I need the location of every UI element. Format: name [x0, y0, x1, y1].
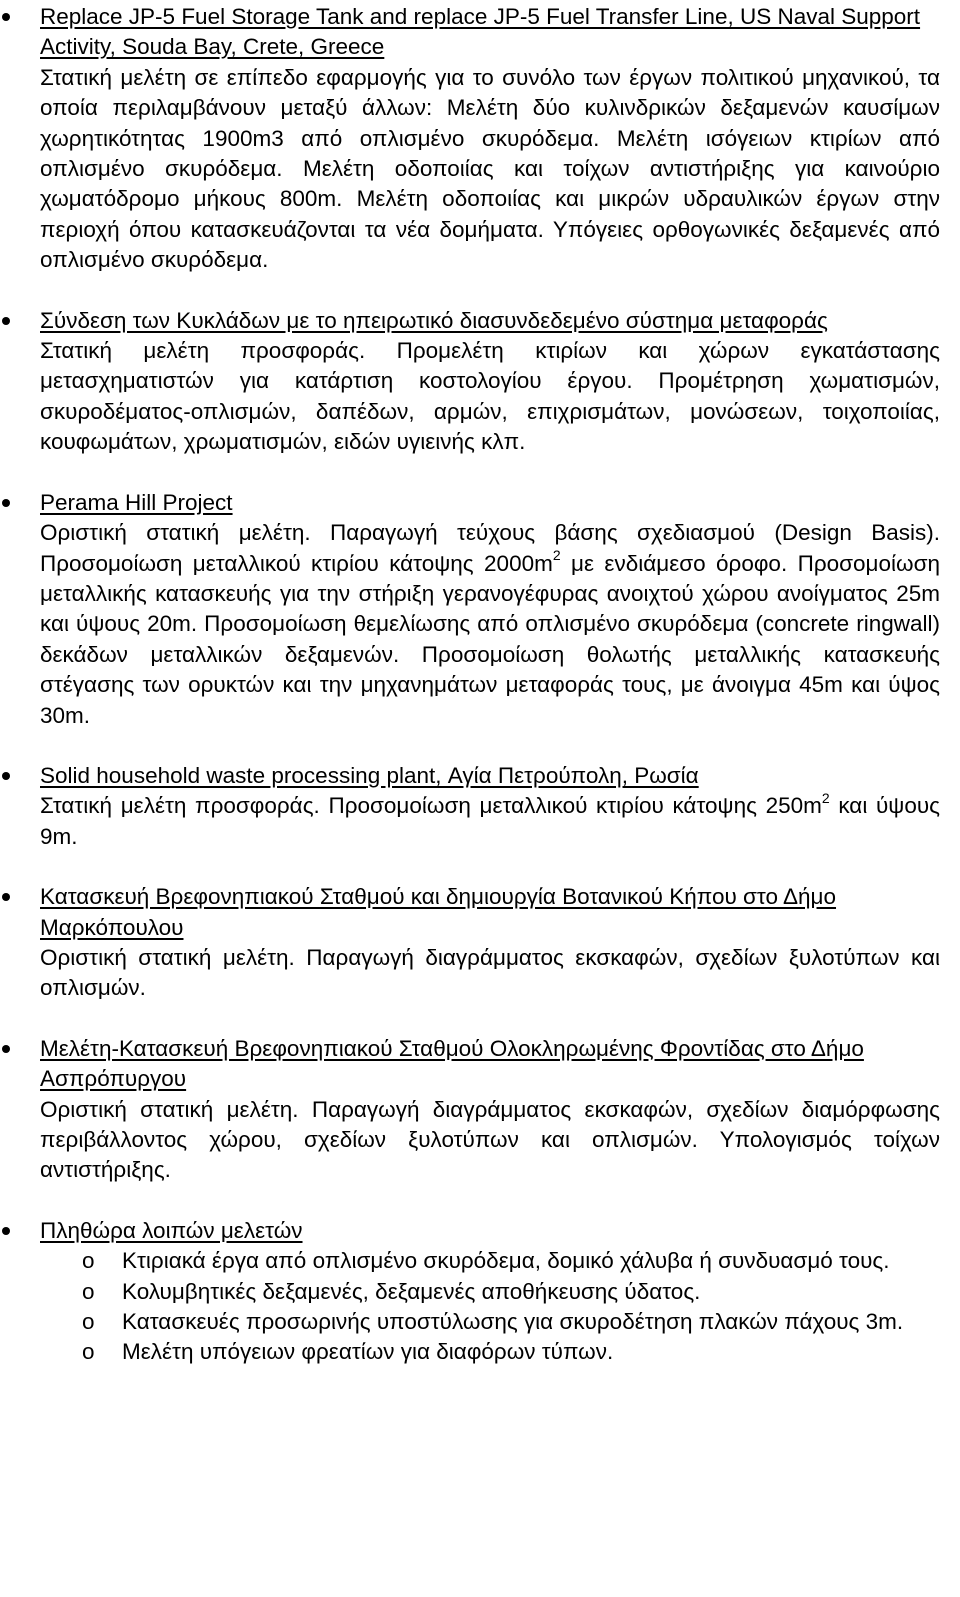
sub-list-item — [40, 1307, 940, 1337]
bullet-icon — [2, 772, 10, 780]
project-title: Σύνδεση των Κυκλάδων με το ηπειρωτικό διασυνδεδεμένο σύστημα μεταφοράς — [40, 307, 828, 333]
project-description: Στατική μελέτη προσφοράς. Προμελέτη κτιρίων και χώρων εγκατάστασης μετασχηματιστών για κατάρτιση κοστολογίου έργου. Προμέτρηση χωματισμών, σκυροδέματος-οπλισμών, δαπέδων, αρμών, επιχρισμάτων, μονώσεων, τοιχοποιίας, κουφωμάτων, χρωματισμών, ειδών υγιεινής κλπ. — [40, 338, 940, 455]
project-description: Οριστική στατική μελέτη. Παραγωγή διαγράμματος εκσκαφών, σχεδίων διαμόρφωσης περιβάλλοντος χώρου, σχεδίων ξυλοτύπων και οπλισμών. Υπολογισμός τοίχων αντιστήριξης. — [40, 1096, 940, 1183]
bullet-icon — [2, 499, 10, 507]
bullet-icon — [2, 1045, 10, 1053]
project-entry-markopoulo — [0, 882, 940, 1004]
sub-list-item-text: Κολυμβητικές δεξαμενές, δεξαμενές αποθήκευσης ύδατος. — [122, 1278, 701, 1304]
sub-list-item — [40, 1277, 940, 1307]
sub-list-item-text: Κατασκευές προσωρινής υποστύλωσης για σκυροδέτηση πλακών πάχους 3m. — [122, 1309, 904, 1335]
project-entry-souda-bay — [0, 2, 940, 276]
project-entry-aspropyrgos — [0, 1034, 940, 1186]
project-title: Perama Hill Project — [40, 489, 233, 515]
sub-list-item — [40, 1337, 940, 1367]
project-entry-perama-hill — [0, 488, 940, 731]
bullet-icon — [2, 317, 10, 325]
project-title: Πληθώρα λοιπών μελετών — [40, 1217, 303, 1243]
project-description — [40, 518, 940, 731]
sub-bullet-icon: o — [82, 1339, 95, 1365]
project-description: Οριστική στατική μελέτη. Παραγωγή διαγράμματος εκσκαφών, σχεδίων ξυλοτύπων και οπλισμών. — [40, 944, 940, 1001]
project-entry-cyclades — [0, 306, 940, 458]
sub-list-item-text: Κτιριακά έργα από οπλισμένο σκυρόδεμα, δομικό χάλυβα ή συνδυασμό τους. — [122, 1248, 890, 1274]
project-entry-waste-plant — [0, 761, 940, 852]
sub-list — [40, 1246, 940, 1368]
description-part: Οριστική στατική μελέτη. Παραγωγή τεύχους βάσης σχεδιασμού (Design Basis). Προσομοίωση μεταλλικού κτιρίου κάτοψης 2000m — [40, 520, 940, 576]
project-title: Solid household waste processing plant, Αγία Πετρούπολη, Ρωσία — [40, 762, 699, 788]
bullet-icon — [2, 893, 10, 901]
sub-bullet-icon: o — [82, 1278, 95, 1304]
project-title: Replace JP-5 Fuel Storage Tank and replace JP-5 Fuel Transfer Line, US Naval Support Activity, Souda Bay, Crete, Greece — [40, 4, 921, 60]
project-description — [40, 791, 940, 852]
project-title: Κατασκευή Βρεφονηπιακού Σταθμού και δημιουργία Βοτανικού Κήπου στο Δήμο Μαρκόπουλου — [40, 884, 837, 940]
description-part: με ενδιάμεσο όροφο. Προσομοίωση μεταλλικής κατασκευής για την στήριξη γερανογέφυρας ανοιχτού χώρου ανοίγματος 25m και ύψους 20m. Προσομοίωση θεμελίωσης από οπλισμένο σκυρόδεμα (concrete ringwall) δεκάδων μεταλλικών δεξαμενών. Προσομοίωση θολωτής μεταλλικής κατασκευής στέγασης των ορυκτών και την μηχανημάτων μεταφοράς τους, με άνοιγμα 45m και ύψος 30m. — [40, 550, 940, 728]
project-entry-other-studies — [0, 1216, 940, 1368]
bullet-icon — [2, 1227, 10, 1235]
sub-bullet-icon: o — [82, 1309, 95, 1335]
description-part: και ύψους 9m. — [40, 793, 940, 849]
description-part: Στατική μελέτη προσφοράς. Προσομοίωση μεταλλικού κτιρίου κάτοψης 250m — [40, 793, 822, 819]
bullet-icon — [2, 13, 10, 21]
sub-list-item — [40, 1246, 940, 1276]
project-title: Μελέτη-Κατασκευή Βρεφονηπιακού Σταθμού Ολοκληρωμένης Φροντίδας στο Δήμο Ασπρόπυργου — [40, 1035, 864, 1092]
project-description: Στατική μελέτη σε επίπεδο εφαρμογής για το συνόλο των έργων πολιτικού μηχανικού, τα οποία περιλαμβάνουν μεταξύ άλλων: Μελέτη δύο κυλινδρικών δεξαμενών καυσίμων χωρητικότητας 1900m3 από οπλισμένο σκυρόδεμα. Μελέτη ισόγειων κτιρίων από οπλισμένο σκυρόδεμα. Μελέτη οδοποιίας και τοίχων αντιστήριξης για καινούριο χωματόδρομο μήκους 800m. Μελέτη οδοποιίας και μικρών υδραυλικών έργων στην περιοχή όπου κατασκευάζονται τα νέα δομήματα. Υπόγειες ορθογωνικές δεξαμενές από οπλισμένο σκυρόδεμα. — [40, 64, 940, 273]
sub-list-item-text: Μελέτη υπόγειων φρεατίων για διαφόρων τύπων. — [122, 1339, 614, 1365]
superscript: 2 — [821, 789, 830, 806]
project-list — [0, 2, 960, 1398]
superscript: 2 — [552, 547, 561, 563]
sub-bullet-icon: o — [82, 1248, 95, 1274]
